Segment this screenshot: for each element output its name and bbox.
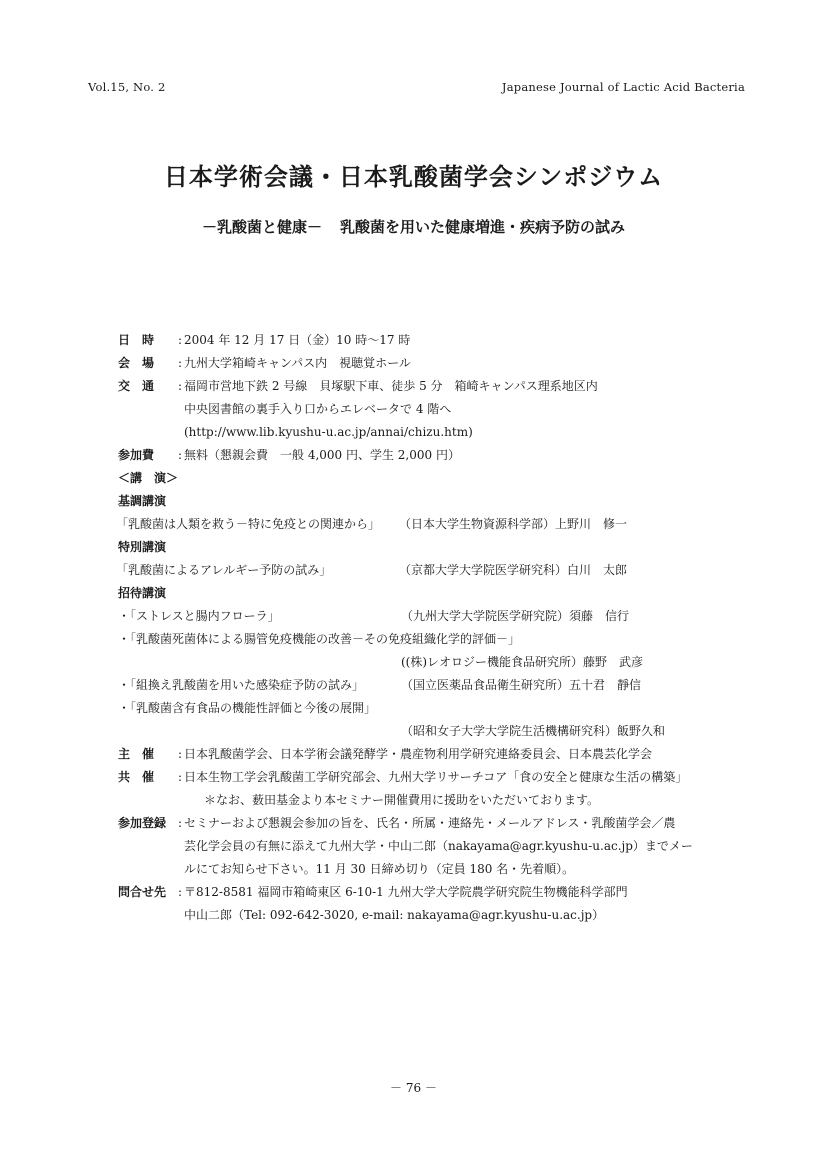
lectures-heading: ＜講 演＞ bbox=[118, 471, 179, 485]
running-header-journal: Japanese Journal of Lactic Acid Bacteria bbox=[501, 80, 745, 94]
contact-row: 問合せ先 : 〒812-8581 福岡市箱崎東区 6-10-1 九州大学大学院農学研究院生物機能科学部門 bbox=[118, 881, 818, 904]
invited-heading: 招待講演 bbox=[118, 586, 167, 600]
access-label: 交 通 bbox=[118, 379, 155, 393]
talk-title: ・「ストレスと腸内フローラ」 bbox=[118, 609, 280, 623]
talk-speaker: （九州大学大学院医学研究院）須藤 信行 bbox=[401, 609, 630, 623]
talk-speaker: ((株)レオロジー機能食品研究所）藤野 武彦 bbox=[401, 655, 644, 669]
invited-talk bbox=[118, 697, 818, 720]
contact-label: 問合せ先 bbox=[118, 885, 167, 899]
venue-label: 会 場 bbox=[118, 356, 155, 370]
cohost-label: 共 催 bbox=[118, 770, 155, 784]
access-row: 交 通 : 福岡市営地下鉄 2 号線 貝塚駅下車、徒歩 5 分 箱崎キャンパス理系地区内 bbox=[118, 375, 818, 398]
announcement-body bbox=[118, 329, 818, 927]
talk-speaker: （日本大学生物資源科学部）上野川 修一 bbox=[399, 517, 628, 531]
registration-label: 参加登録 bbox=[118, 816, 167, 830]
fee-label: 参加費 bbox=[118, 448, 155, 462]
talk-title: ・「乳酸菌含有食品の機能性評価と今後の展開」 bbox=[118, 701, 377, 715]
running-header-volume: Vol.15, No. 2 bbox=[88, 80, 166, 94]
talk-title: ・「乳酸菌死菌体による腸管免疫機能の改善－その免疫組織化学的評価－」 bbox=[118, 632, 521, 646]
talk-speaker: （京都大学大学院医学研究科）白川 太郎 bbox=[399, 563, 628, 577]
cohost-row: 共 催 : 日本生物工学会乳酸菌工学研究部会、九州大学リサーチコア「食の安全と健康な生活の構築」 bbox=[118, 766, 818, 789]
host-label: 主 催 bbox=[118, 747, 155, 761]
invited-talk bbox=[118, 628, 818, 651]
date-label: 日 時 bbox=[118, 333, 155, 347]
talk-speaker: （昭和女子大学大学院生活機構研究科）飯野久和 bbox=[401, 724, 666, 738]
access-line: 福岡市営地下鉄 2 号線 貝塚駅下車、徒歩 5 分 箱崎キャンパス理系地区内 bbox=[184, 379, 598, 393]
registration-line: ルにてお知らせ下さい。11 月 30 日締め切り（定員 180 名・先着順）。 bbox=[184, 862, 575, 876]
invited-talk bbox=[118, 605, 818, 628]
date-value: 2004 年 12 月 17 日（金）10 時～17 時 bbox=[184, 333, 411, 347]
host-value: 日本乳酸菌学会、日本学術会議発酵学・農産物利用学研究連絡委員会、日本農芸化学会 bbox=[184, 747, 653, 761]
page-title: 日本学術会議・日本乳酸菌学会シンポジウム bbox=[163, 163, 664, 191]
registration-line: 芸化学会員の有無に添えて九州大学・中山二郎（nakayama@agr.kyushu-u.ac.jp）までメー bbox=[184, 839, 693, 853]
subtitle-part1: －乳酸菌と健康－ bbox=[201, 218, 322, 236]
talk-title: 「乳酸菌は人類を救う－特に免疫との関連から」 bbox=[116, 517, 381, 531]
fee-value: 無料（懇親会費 一般 4,000 円、学生 2,000 円） bbox=[184, 448, 460, 462]
venue-row: 会 場 : 九州大学箱崎キャンパス内 視聴覚ホール bbox=[118, 352, 818, 375]
invited-talk bbox=[118, 674, 818, 697]
access-line: 中央図書館の裏手入り口からエレベータで 4 階へ bbox=[184, 402, 452, 416]
registration-line: セミナーおよび懇親会参加の旨を、氏名・所属・連絡先・メールアドレス・乳酸菌学会／農 bbox=[184, 816, 676, 830]
page-number: － 76 － bbox=[390, 1081, 437, 1095]
contact-details: 中山二郎（Tel: 092-642-3020, e-mail: nakayama@agr.kyushu-u.ac.jp） bbox=[184, 908, 605, 922]
page-subtitle bbox=[0, 216, 827, 237]
fee-row: 参加費 : 無料（懇親会費 一般 4,000 円、学生 2,000 円） bbox=[118, 444, 818, 467]
subtitle-part2: 乳酸菌を用いた健康増進・疾病予防の試み bbox=[340, 218, 626, 236]
date-row: 日 時 : 2004 年 12 月 17 日（金）10 時～17 時 bbox=[118, 329, 818, 352]
cohost-note: ＊なお、薮田基金より本セミナー開催費用に援助をいただいております。 bbox=[204, 793, 600, 807]
talk-speaker: （国立医薬品食品衛生研究所）五十君 靜信 bbox=[401, 678, 642, 692]
keynote-heading: 基調講演 bbox=[118, 494, 167, 508]
cohost-value: 日本生物工学会乳酸菌工学研究部会、九州大学リサーチコア「食の安全と健康な生活の構築」 bbox=[184, 770, 688, 784]
special-heading: 特別講演 bbox=[118, 540, 167, 554]
contact-address: 〒812-8581 福岡市箱崎東区 6-10-1 九州大学大学院農学研究院生物機能科学部門 bbox=[184, 885, 628, 899]
talk-title: 「乳酸菌によるアレルギー予防の試み」 bbox=[116, 563, 332, 577]
venue-value: 九州大学箱崎キャンパス内 視聴覚ホール bbox=[184, 356, 411, 370]
special-talk bbox=[116, 559, 818, 582]
keynote-talk bbox=[116, 513, 818, 536]
talk-title: ・「組換え乳酸菌を用いた感染症予防の試み」 bbox=[118, 678, 365, 692]
access-map-link[interactable]: (http://www.lib.kyushu-u.ac.jp/annai/chizu.htm) bbox=[184, 425, 473, 439]
host-row: 主 催 : 日本乳酸菌学会、日本学術会議発酵学・農産物利用学研究連絡委員会、日本農芸化学会 bbox=[118, 743, 818, 766]
registration-row: 参加登録 : セミナーおよび懇親会参加の旨を、氏名・所属・連絡先・メールアドレス・乳酸菌学会／農 bbox=[118, 812, 818, 835]
